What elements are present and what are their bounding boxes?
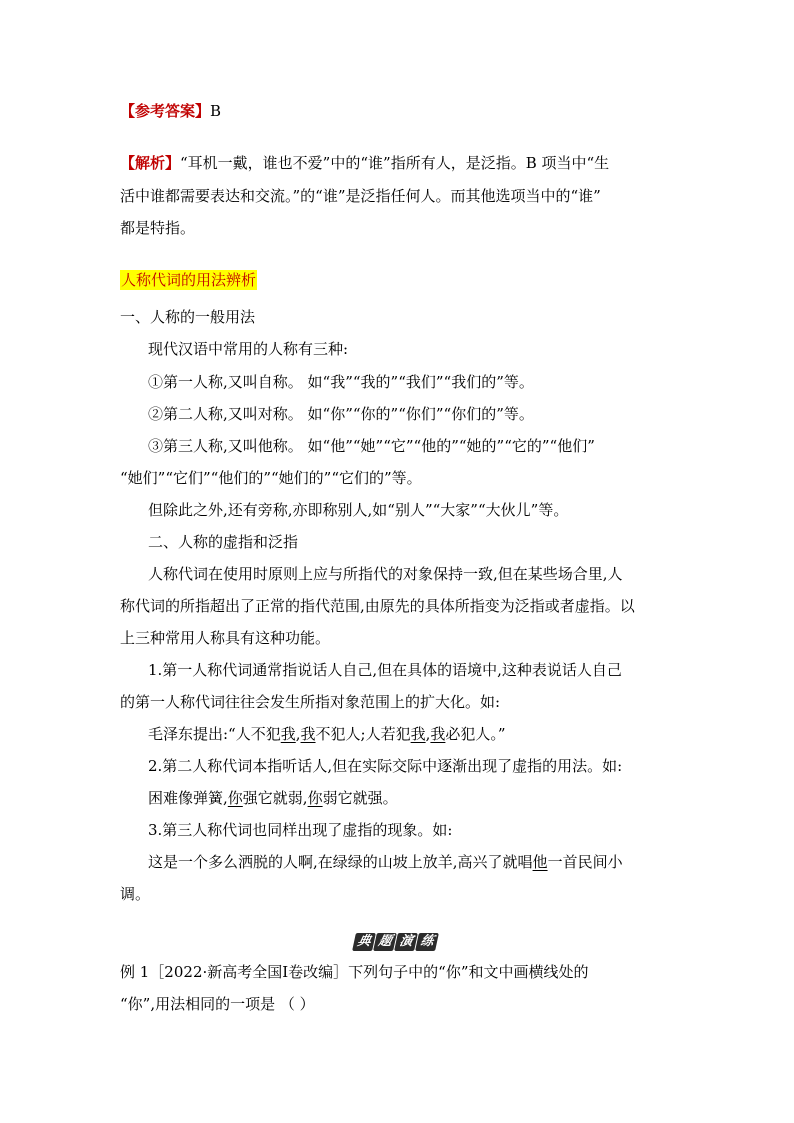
underlined-word: 我 [430,725,446,743]
banner-char: 典 [352,933,376,951]
analysis-line-1: 【解析】“耳机一戴，谁也不爱”中的“谁”指所有人，是泛指。B 项当中“生 [120,154,610,172]
underlined-word: 你 [227,789,243,807]
section-title: 人称代词的用法辨析 [121,271,257,289]
underlined-word: 他 [532,853,548,871]
banner-char: 练 [415,933,439,951]
other-person-line: 但除此之外,还有旁称,亦即称别人,如“别人”“大家”“大伙儿”等。 [148,501,569,519]
third-person-line-2: “她们”“它们”“他们的”“她们的”“它们的”等。 [120,469,422,487]
practice-banner [354,930,440,950]
answer-label: 【参考答案】 [120,102,211,120]
first-person-rule-line-2: 的第一人称代词往往会发生所指对象范围上的扩大化。如: [120,693,501,711]
second-person-rule: 2.第二人称代词本指听话人,但在实际交际中逐渐出现了虚指的用法。如: [148,757,623,775]
example-question-line-1: 例 1［2022·新高考全国Ⅰ卷改编］下列句子中的“你”和文中画横线处的 [120,963,589,981]
heading-virtual-usage: 二、人称的虚指和泛指 [148,533,299,551]
example-mao-quote: 毛泽东提出:“人不犯我,我不犯人;人若犯我,我必犯人。” [148,725,506,743]
underlined-word: 我 [280,725,296,743]
pronoun-paragraph-line-2: 称代词的所指超出了正常的指代范围,由原先的具体所指变为泛指或者虚指。以 [120,597,635,615]
example-question-line-2: “你”,用法相同的一项是 （ ） [120,995,315,1013]
example-shepherd-line-1: 这是一个多么洒脱的人啊,在绿绿的山坡上放羊,高兴了就唱他一首民间小 [148,853,623,871]
first-person-rule-line-1: 1.第一人称代词通常指说话人自己,但在具体的语境中,这种表说话人自己 [148,661,622,679]
answer-value: B [210,102,222,120]
third-person-line-1: ③第三人称,又叫他称。 如“他”“她”“它”“他的”“她的”“它的”“他们” [148,437,595,455]
answer-line [120,101,221,121]
analysis-label: 【解析】 [120,154,181,172]
banner-char: 演 [394,933,418,951]
pronoun-paragraph-line-1: 人称代词在使用时原则上应与所指代的对象保持一致,但在某些场合里,人 [148,565,623,583]
analysis-line-3: 都是特指。 [120,219,196,237]
underlined-word: 你 [307,789,323,807]
example-shepherd-line-2: 调。 [120,885,151,903]
example-spring: 困难像弹簧,你强它就弱,你弱它就强。 [148,789,398,807]
first-person-line: ①第一人称,又叫自称。 如“我”“我的”“我们”“我们的”等。 [148,373,534,391]
analysis-line-2: 活中谁都需要表达和交流。”的“谁”是泛指任何人。而其他选项当中的“谁” [120,187,601,205]
heading-general-usage: 一、人称的一般用法 [120,308,256,326]
pronoun-paragraph-line-3: 上三种常用人称具有这种功能。 [120,629,331,647]
banner-char: 题 [373,933,397,951]
underlined-word: 我 [300,725,316,743]
underlined-word: 我 [410,725,426,743]
third-person-rule: 3.第三人称代词也同样出现了虚指的现象。如: [148,821,453,839]
second-person-line: ②第二人称,又叫对称。 如“你”“你的”“你们”“你们的”等。 [148,405,534,423]
paragraph-intro: 现代汉语中常用的人称有三种: [148,340,349,358]
